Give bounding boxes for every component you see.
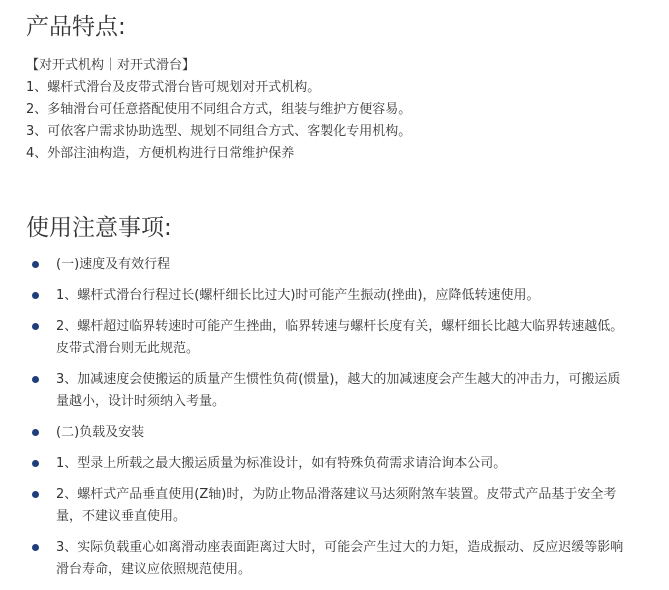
notes-item <box>30 316 630 360</box>
notes-item <box>30 369 630 413</box>
features-line: 3、可依客户需求协助选型、规划不同组合方式、客製化专用机构。 <box>26 124 412 139</box>
features-line: 【对开式机构｜对开式滑台】 <box>26 58 196 73</box>
features-line: 2、多轴滑台可任意搭配使用不同组合方式，组装与维护方便容易。 <box>26 102 412 117</box>
notes-title: 使用注意事项: <box>26 215 172 241</box>
notes-item-text: (二)负载及安装 <box>56 425 145 440</box>
notes-item-text: 2、螺杆式产品垂直使用(Z轴)时，为防止物品滑落建议马达须附煞车装置。皮带式产品基于安全考量，不建议垂直使用。 <box>56 487 617 524</box>
features-line: 1、螺杆式滑台及皮带式滑台皆可规划对开式机构。 <box>26 80 321 95</box>
bullet-dot-icon <box>32 429 39 436</box>
notes-list <box>30 254 630 590</box>
notes-item <box>30 422 630 444</box>
bullet-dot-icon <box>32 491 39 498</box>
features-list <box>26 55 411 165</box>
notes-item-text: (一)速度及有效行程 <box>56 257 171 272</box>
notes-item <box>30 537 630 581</box>
notes-item-text: 2、螺杆超过临界转速时可能产生挫曲，临界转速与螺杆长度有关，螺杆细长比越大临界转速越低。皮带式滑台则无此规范。 <box>56 319 624 356</box>
bullet-dot-icon <box>32 261 39 268</box>
notes-item-text: 3、实际负载重心如离滑动座表面距离过大时，可能会产生过大的力矩，造成振动、反应迟缓等影响滑台寿命，建议应依照规范使用。 <box>56 540 624 577</box>
bullet-dot-icon <box>32 460 39 467</box>
features-line: 4、外部注油构造，方便机构进行日常维护保养 <box>26 146 295 161</box>
bullet-dot-icon <box>32 323 39 330</box>
bullet-dot-icon <box>32 292 39 299</box>
notes-item <box>30 484 630 528</box>
notes-item-text: 1、螺杆式滑台行程过长(螺杆细长比过大)时可能产生振动(挫曲)，应降低转速使用。 <box>56 288 540 303</box>
features-title: 产品特点: <box>26 14 126 40</box>
notes-item <box>30 254 630 276</box>
notes-item <box>30 453 630 475</box>
bullet-dot-icon <box>32 544 39 551</box>
bullet-dot-icon <box>32 376 39 383</box>
notes-item <box>30 285 630 307</box>
notes-item-text: 1、型录上所载之最大搬运质量为标准设计，如有特殊负荷需求请洽询本公司。 <box>56 456 507 471</box>
notes-item-text: 3、加减速度会使搬运的质量产生惯性负荷(惯量)，越大的加减速度会产生越大的冲击力，可搬运质量越小，设计时须纳入考量。 <box>56 372 621 409</box>
